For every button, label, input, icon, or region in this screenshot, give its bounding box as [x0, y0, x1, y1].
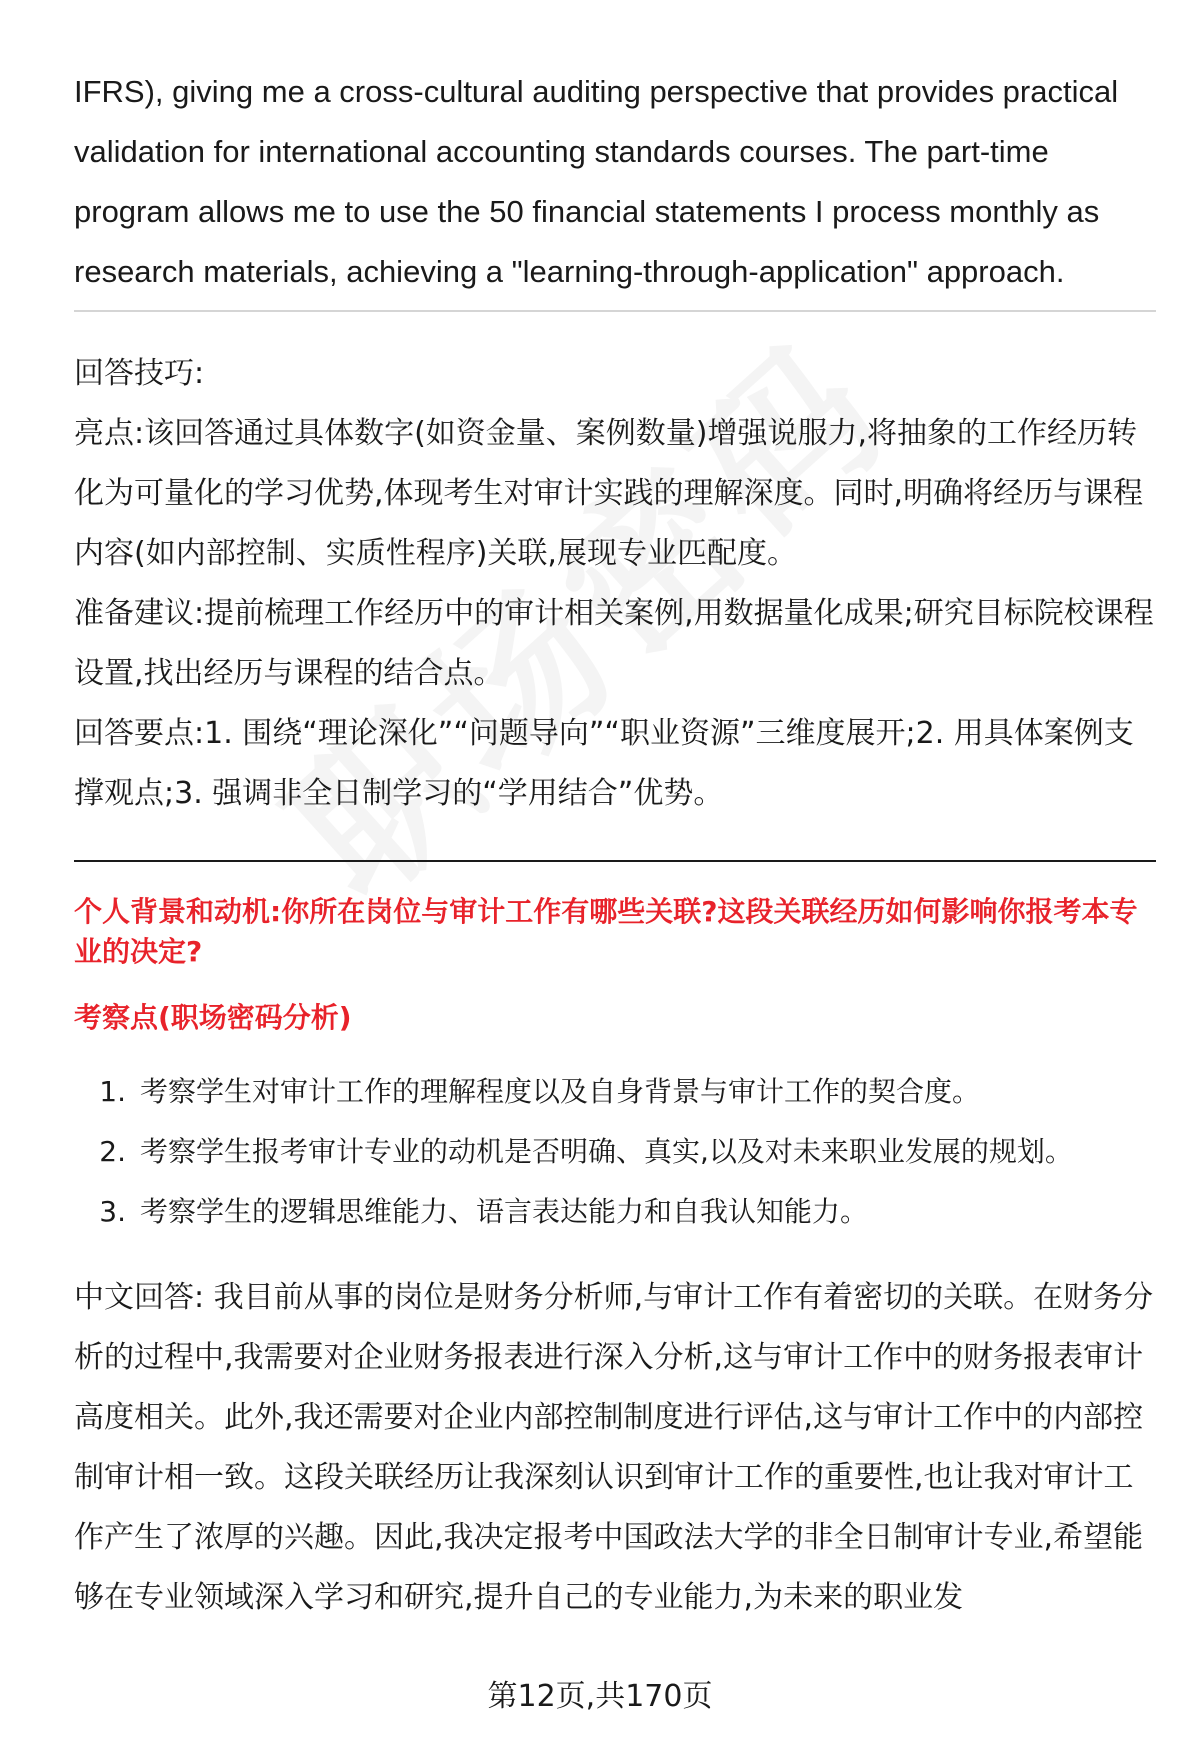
list-item: [74, 1182, 1156, 1242]
list-item: [74, 1122, 1156, 1182]
list-item: [74, 1062, 1156, 1122]
tips-highlights: 亮点:该回答通过具体数字(如资金量、案例数量)增强说服力,将抽象的工作经历转化为可量化的学习优势,体现考生对审计实践的理解深度。同时,明确将经历与课程内容(如内部控制、实质性程序)关联,展现专业匹配度。: [74, 416, 1144, 571]
chinese-answer-paragraph: 中文回答: 我目前从事的岗位是财务分析师,与审计工作有着密切的关联。在财务分析的过程中,我需要对企业财务报表进行深入分析,这与审计工作中的财务报表审计高度相关。此外,我还需要对企业内部控制制度进行评估,这与审计工作中的内部控制审计相一致。这段关联经历让我深刻认识到审计工作的重要性,也让我对审计工作产生了浓厚的兴趣。因此,我决定报考中国政法大学的非全日制审计专业,希望能够在专业领域深入学习和研究,提升自己的专业能力,为未来的职业发: [74, 1280, 1154, 1615]
exam-points-list: [74, 1062, 1156, 1242]
answer-tips-section: [74, 344, 1156, 824]
list-item-text: 考察学生报考审计专业的动机是否明确、真实,以及对未来职业发展的规划。: [140, 1135, 1073, 1168]
section-divider-dark: [74, 860, 1156, 862]
list-item-text: 考察学生对审计工作的理解程度以及自身背景与审计工作的契合度。: [140, 1075, 981, 1108]
tips-title: 回答技巧:: [74, 356, 205, 391]
page-content: [74, 62, 1156, 1628]
exam-points-heading: 考察点(职场密码分析): [74, 1001, 352, 1034]
tips-key-points: 回答要点:1. 围绕“理论深化”“问题导向”“职业资源”三维度展开;2. 用具体案例支撑观点;3. 强调非全日制学习的“学用结合”优势。: [74, 716, 1134, 811]
section-divider-light: [74, 310, 1156, 312]
page-number-footer: 第12页,共170页: [487, 1679, 713, 1714]
question-heading: 个人背景和动机:你所在岗位与审计工作有哪些关联?这段关联经历如何影响你报考本专业的决定?: [74, 895, 1138, 968]
english-answer-paragraph: IFRS), giving me a cross-cultural auditing perspective that provides practical validation for international accounting standards courses. The part-time program allows me to use the 50 financial statements I process monthly as research materials, achieving a "learning-through-application" approach.: [74, 74, 1119, 289]
list-item-number: 3.: [99, 1195, 126, 1228]
tips-preparation: 准备建议:提前梳理工作经历中的审计相关案例,用数据量化成果;研究目标院校课程设置,找出经历与课程的结合点。: [74, 596, 1154, 691]
list-item-number: 1.: [99, 1075, 126, 1108]
list-item-text: 考察学生的逻辑思维能力、语言表达能力和自我认知能力。: [140, 1195, 869, 1228]
list-item-number: 2.: [99, 1135, 126, 1168]
